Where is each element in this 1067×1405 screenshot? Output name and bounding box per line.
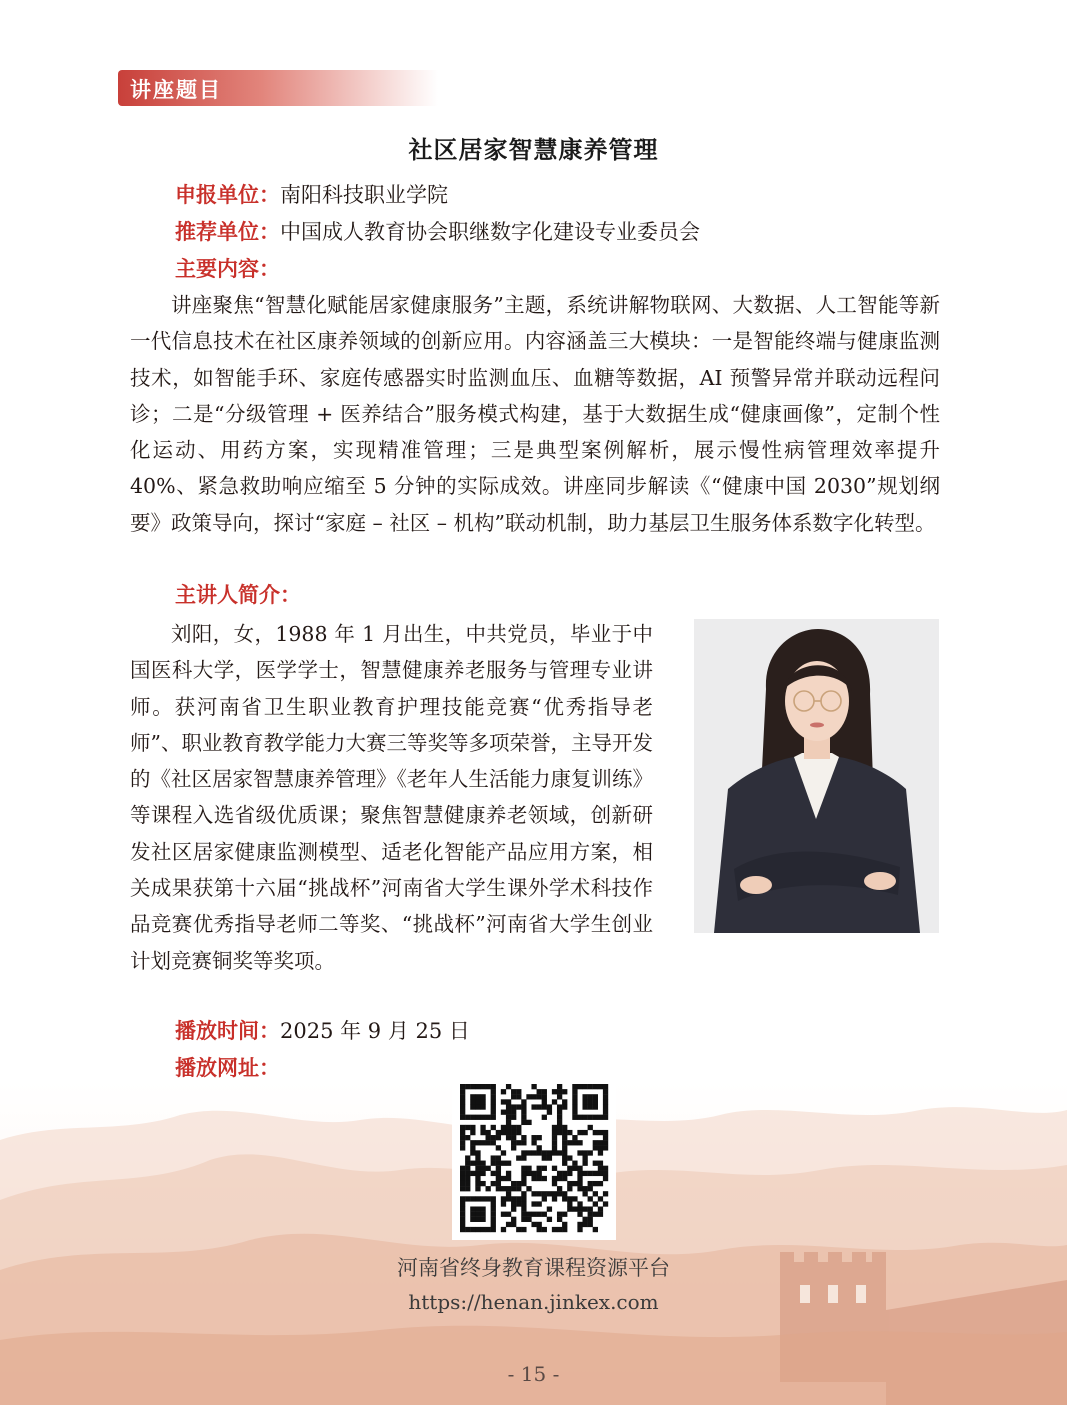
recommender-value: 中国成人教育协会职继数字化建设专业委员会 [280, 220, 700, 244]
url-label: 播放网址： [175, 1056, 280, 1080]
recommender-row [175, 217, 700, 247]
content-label: 主要内容： [175, 257, 280, 281]
lecture-title: 社区居家智慧康养管理 [408, 135, 659, 164]
section-tag-label: 讲座题目 [130, 78, 222, 102]
recommender-label: 推荐单位： [175, 220, 280, 244]
airtime-label: 播放时间： [175, 1019, 280, 1043]
platform-name: 河南省终身教育课程资源平台 [397, 1256, 670, 1280]
content-paragraph: 讲座聚焦“智慧化赋能居家健康服务”主题，系统讲解物联网、大数据、人工智能等新一代信息技术在社区康养领域的创新应用。内容涵盖三大模块：一是智能终端与健康监测技术，如智能手环、家庭传感器实时监测血压、血糖等数据，AI 预警异常并联动远程问诊；二是“分级管理 + 医养结合”服务模式构建，基于大数据生成“健康画像”，定制个性化运动、用药方案，实现精准管理；三是典型案例解析，展示慢性病管理效率提升 40%、紧急救助响应缩至 5 分钟的实际成效。讲座同步解读《“健康中国 2030”规划纲要》政策导向，探讨“家庭 – 社区 – 机构”联动机制，助力基层卫生服务体系数字化转型。 [130, 293, 940, 535]
airtime-value: 2025 年 9 月 25 日 [280, 1019, 470, 1043]
speaker-photo [694, 619, 939, 933]
speaker-bio: 刘阳，女，1988 年 1 月出生，中共党员，毕业于中国医科大学，医学学士，智慧健康养老服务与管理专业讲师。获河南省卫生职业教育护理技能竞赛“优秀指导老师”、职业教育教学能力大赛三等奖等多项荣誉，主导开发的《社区居家智慧康养管理》《老年人生活能力康复训练》等课程入选省级优质课；聚焦智慧健康养老领域，创新研发社区居家健康监测模型、适老化智能产品应用方案，相关成果获第十六届“挑战杯”河南省大学生课外学术科技作品竞赛优秀指导老师二等奖、“挑战杯”河南省大学生创业计划竞赛铜奖等奖项。 [130, 622, 653, 973]
url-label-row [175, 1053, 280, 1083]
applicant-row [175, 180, 448, 210]
qr-code[interactable] [452, 1076, 616, 1240]
page-number: - 15 - [507, 1362, 560, 1386]
content-label-row [175, 254, 280, 284]
airtime-row [175, 1016, 470, 1046]
speaker-label: 主讲人简介： [175, 583, 301, 607]
applicant-value: 南阳科技职业学院 [280, 183, 448, 207]
section-tag [118, 70, 438, 106]
applicant-label: 申报单位： [175, 183, 280, 207]
speaker-label-row [175, 580, 301, 610]
platform-url[interactable]: https://henan.jinkex.com [408, 1290, 659, 1314]
